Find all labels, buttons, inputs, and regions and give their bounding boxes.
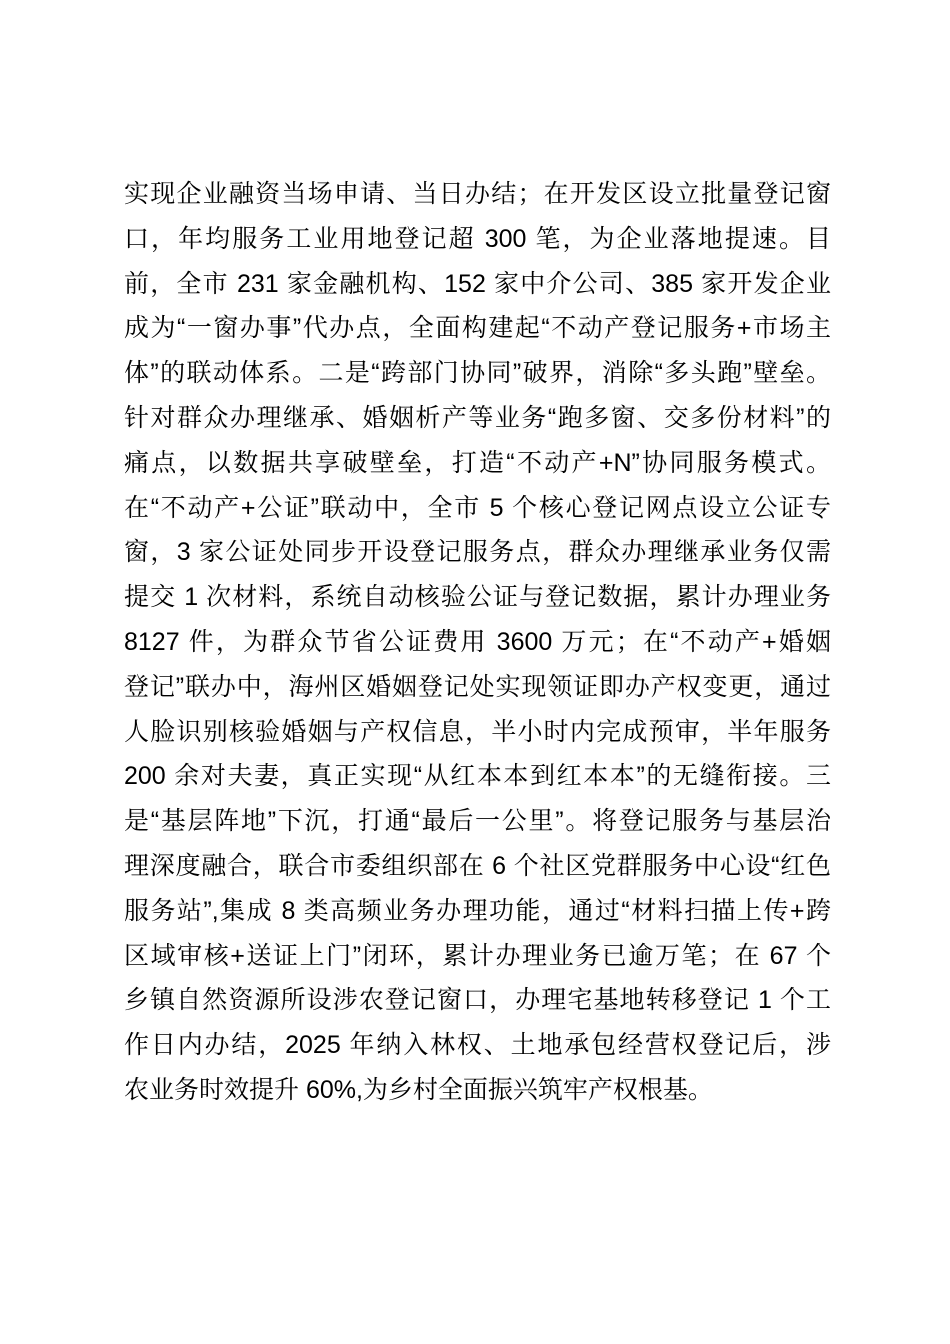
- text-line: 口，年均服务工业用地登记超 300 笔，为企业落地提速。目: [124, 224, 831, 253]
- text-line: 窗，3 家公证处同步开设登记服务点，群众办理继承业务仅需: [124, 538, 831, 567]
- text-line: 服务站”,集成 8 类高频业务办理功能，通过“材料扫描上传+跨: [124, 896, 831, 925]
- text-line: 200 余对夫妻，真正实现“从红本本到红本本”的无缝衔接。三: [124, 762, 831, 791]
- text-line: 针对群众办理继承、婚姻析产等业务“跑多窗、交多份材料”的: [124, 403, 831, 432]
- text-line: 人脸识别核验婚姻与产权信息，半小时内完成预审，半年服务: [124, 717, 831, 746]
- text-line: 是“基层阵地”下沉，打通“最后一公里”。将登记服务与基层治: [124, 807, 831, 836]
- text-line: 乡镇自然资源所设涉农登记窗口，办理宅基地转移登记 1 个工: [124, 986, 831, 1015]
- text-line: 8127 件，为群众节省公证费用 3600 万元；在“不动产+婚姻: [124, 627, 831, 656]
- text-line: 成为“一窗办事”代办点，全面构建起“不动产登记服务+市场主: [124, 314, 831, 343]
- text-line: 体”的联动体系。二是“跨部门协同”破界，消除“多头跑”壁垒。: [124, 359, 831, 388]
- text-line: 区域审核+送证上门”闭环，累计办理业务已逾万笔；在 67 个: [124, 941, 831, 970]
- text-line: 实现企业融资当场申请、当日办结；在开发区设立批量登记窗: [124, 180, 831, 208]
- text-line: 登记”联办中，海州区婚姻登记处实现领证即办产权变更，通过: [124, 672, 831, 701]
- text-line: 痛点，以数据共享破壁垒，打造“不动产+N”协同服务模式。: [124, 448, 831, 477]
- text-line: 理深度融合，联合市委组织部在 6 个社区党群服务中心设“红色: [124, 851, 831, 880]
- text-line: 农业务时效提升 60%,为乡村全面振兴筑牢产权根基。: [124, 1075, 713, 1104]
- text-line: 前，全市 231 家金融机构、152 家中介公司、385 家开发企业: [124, 269, 831, 298]
- text-line: 提交 1 次材料，系统自动核验公证与登记数据，累计办理业务: [124, 583, 831, 612]
- text-line: 在“不动产+公证”联动中，全市 5 个核心登记网点设立公证专: [124, 493, 831, 522]
- text-line: 作日内办结，2025 年纳入林权、土地承包经营权登记后，涉: [124, 1031, 831, 1060]
- body-paragraph: [124, 172, 831, 1113]
